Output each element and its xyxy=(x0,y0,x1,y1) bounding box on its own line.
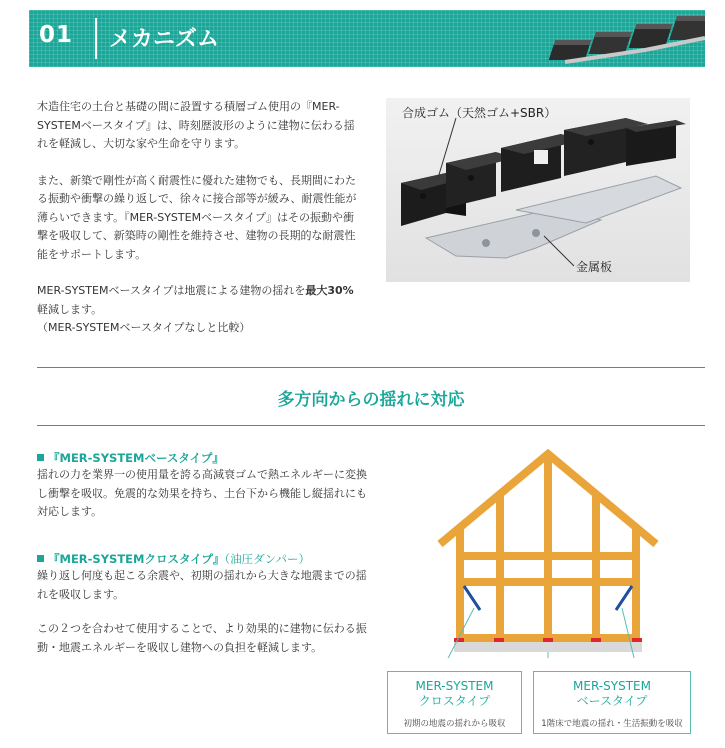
legend-base-line1: MER-SYSTEM xyxy=(573,679,651,693)
intro-paragraph-1: 木造住宅の土台と基礎の間に設置する積層ゴム使用の『MER-SYSTEMベースタイプ』は、時刻歴波形のように建物に伝わる揺れを軽減し、大切な家や生命を守ります。 xyxy=(37,100,355,150)
reduction-prefix: MER-SYSTEMベースタイプは地震による建物の揺れを xyxy=(37,284,306,297)
feature-heading-base: 『MER-SYSTEMベースタイプ』 xyxy=(37,450,224,466)
rubber-pad-illustration xyxy=(525,10,705,67)
legend-cross-line1: MER-SYSTEM xyxy=(415,679,494,693)
legend-cross-caption: 初期の地震の揺れから吸収 xyxy=(403,719,506,729)
feature-text-base: 揺れの力を業界一の使用量を誇る高減衰ゴムで熱エネルギーに変換し衝撃を吸収。免震的な効果を持ち、土台下から機能し縦揺れにも対応します。 xyxy=(37,468,367,518)
reduction-statement xyxy=(37,282,357,338)
legend-base-caption: 1階床で地震の揺れ・生活振動を吸収 xyxy=(541,719,683,729)
section-title: メカニズム xyxy=(109,27,220,52)
rubber-pad-product-icon xyxy=(386,98,690,282)
legend-cross-type xyxy=(387,671,522,734)
intro-text xyxy=(37,98,357,338)
intro-paragraph-2: また、新築で剛性が高く耐震性に優れた建物でも、長期間にわたる振動や衝撃の繰り返しで、徐々に接合部等が緩み、耐震性能が薄らいできます。『MER-SYSTEMベースタイプ』はその振動や衝撃を吸収して、新築時の剛性を維持させ、建物の長期的な耐震性能をサポートします。 xyxy=(37,173,357,261)
feature-text-cross: 繰り返し何度も起こる余震や、初期の揺れから大きな地震までの揺れを吸収します。 xyxy=(37,569,367,601)
house-frame-diagram xyxy=(436,448,660,658)
reduction-value: 最大30% xyxy=(305,284,354,297)
legend-base-type xyxy=(533,671,691,734)
section-divider-top xyxy=(37,367,705,368)
section-number: 01 xyxy=(39,22,74,48)
feature-heading-cross: 『MER-SYSTEMクロスタイプ』（油圧ダンパー） xyxy=(37,551,310,567)
section-banner xyxy=(29,10,705,67)
banner-divider xyxy=(95,18,97,59)
combined-text: この２つを合わせて使用することで、より効果的に建物に伝わる振動・地震エネルギーを吸収し建物への負担を軽減します。 xyxy=(37,622,367,654)
bullet-square-icon xyxy=(37,555,44,562)
section-heading: 多方向からの揺れに対応 xyxy=(277,390,465,410)
legend-base-line2: ベースタイプ xyxy=(576,694,648,708)
reduction-suffix: 軽減します。 xyxy=(37,302,103,316)
legend-cross-line2: クロスタイプ xyxy=(418,694,491,708)
metal-label: 金属板 xyxy=(576,260,613,274)
reduction-note: （MER-SYSTEMベースタイプなしと比較） xyxy=(37,321,251,334)
feature-subheading: （油圧ダンパー） xyxy=(224,552,310,566)
rubber-label: 合成ゴム（天然ゴム+SBR） xyxy=(402,106,557,120)
bullet-square-icon xyxy=(37,454,44,461)
product-photo xyxy=(386,98,690,282)
section-divider-bottom xyxy=(37,425,705,426)
